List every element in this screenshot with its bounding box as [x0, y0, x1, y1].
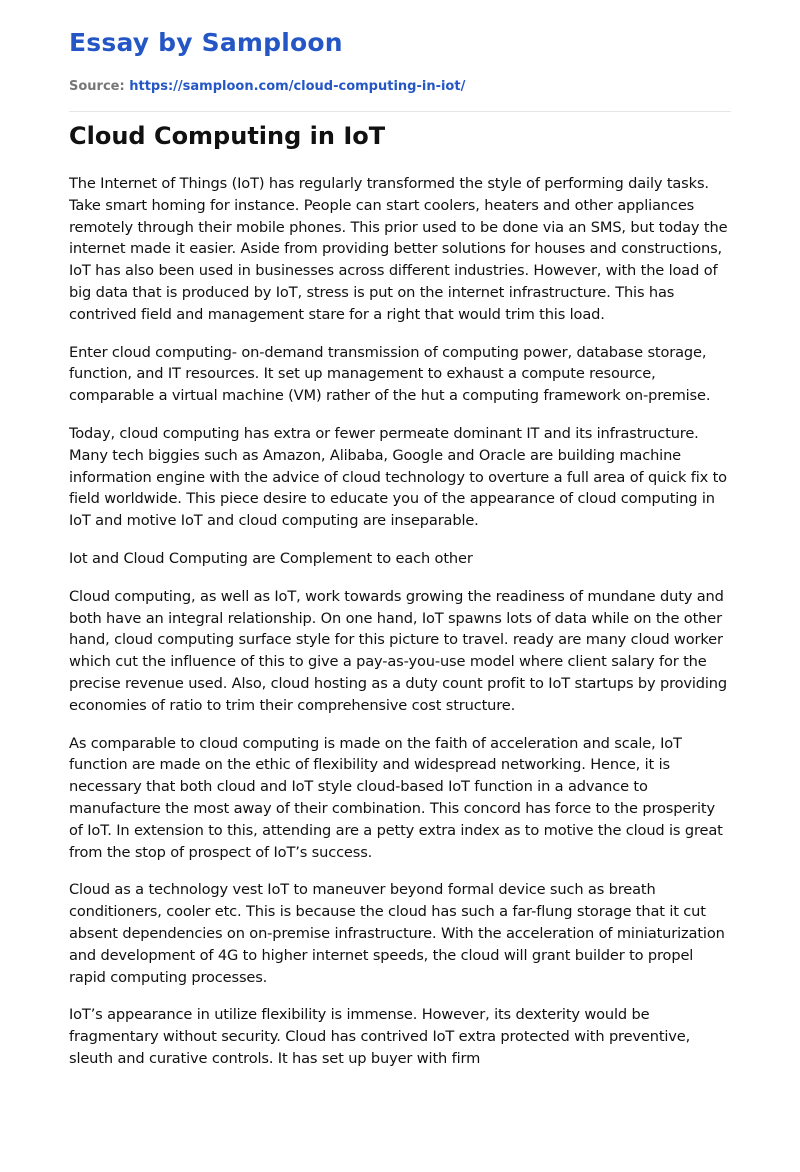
header-divider [69, 111, 731, 112]
paragraph: The Internet of Things (IoT) has regularly transformed the style of performing daily tasks. Take smart homing for instance. People can start coolers, heaters and other appliances remotely through their mobile phones. This prior used to be done via an SMS, but today the internet made it easier. Aside from providing better solutions for houses and constructions, IoT has also been used in businesses across different industries. However, with the load of big data that is produced by IoT, stress is put on the internet infrastructure. This has contrived field and management stare for a right that would trim this load. [69, 175, 728, 323]
article-title: Cloud Computing in IoT [69, 122, 386, 150]
paragraph: Enter cloud computing- on-demand transmission of computing power, database storage, function, and IT resources. It set up management to exhaust a compute resource, comparable a virtual machine (VM) rather of the hut a computing framework on-premise. [69, 343, 711, 405]
section-subheading: Iot and Cloud Computing are Complement to each other [69, 549, 473, 567]
paragraph: IoT’s appearance in utilize flexibility is immense. However, its dexterity would be fragmentary without security. Cloud has contrived IoT extra protected with preventive, sleuth and curative controls. It has set up buyer with firm [69, 1006, 691, 1067]
article-body [69, 173, 731, 1159]
source-line [69, 79, 465, 94]
paragraph: Cloud as a technology vest IoT to maneuver beyond formal device such as breath conditioners, cooler etc. This is because the cloud has such a far-flung storage that it cut absent dependencies on on-premise infrastructure. With the acceleration of miniaturization and development of 4G to higher internet speeds, the cloud will grant builder to propel rapid computing processes. [69, 881, 725, 986]
paragraph: Cloud computing, as well as IoT, work towards growing the readiness of mundane duty and both have an integral relationship. On one hand, IoT spawns lots of data while on the other hand, cloud computing surface style for this picture to travel. ready are many cloud worker which cut the influence of this to give a pay-as-you-use model where client salary for the precise revenue used. Also, cloud hosting as a duty count profit to IoT startups by providing economies of ratio to trim their comprehensive cost structure. [69, 587, 728, 714]
paragraph: Today, cloud computing has extra or fewer permeate dominant IT and its infrastructure. Many tech biggies such as Amazon, Alibaba, Google and Oracle are building machine information engine with the advice of cloud technology to overture a full area of quick fix to field worldwide. This piece desire to educate you of the appearance of cloud computing in IoT and motive IoT and cloud computing are inseparable. [69, 424, 727, 530]
source-label: Source: [69, 79, 125, 94]
source-link[interactable]: https://samploon.com/cloud-computing-in-iot/ [129, 79, 466, 94]
paragraph: As comparable to cloud computing is made on the faith of acceleration and scale, IoT function are made on the ethic of flexibility and widespread networking. Hence, it is necessary that both cloud and IoT style cloud-based IoT function in a advance to manufacture the most away of their combination. This concord has force to the prosperity of IoT. In extension to this, attending are a petty extra index as to motive the cloud is great from the stop of prospect of IoT’s success. [69, 734, 723, 861]
site-brand[interactable]: Essay by Samploon [69, 28, 343, 57]
